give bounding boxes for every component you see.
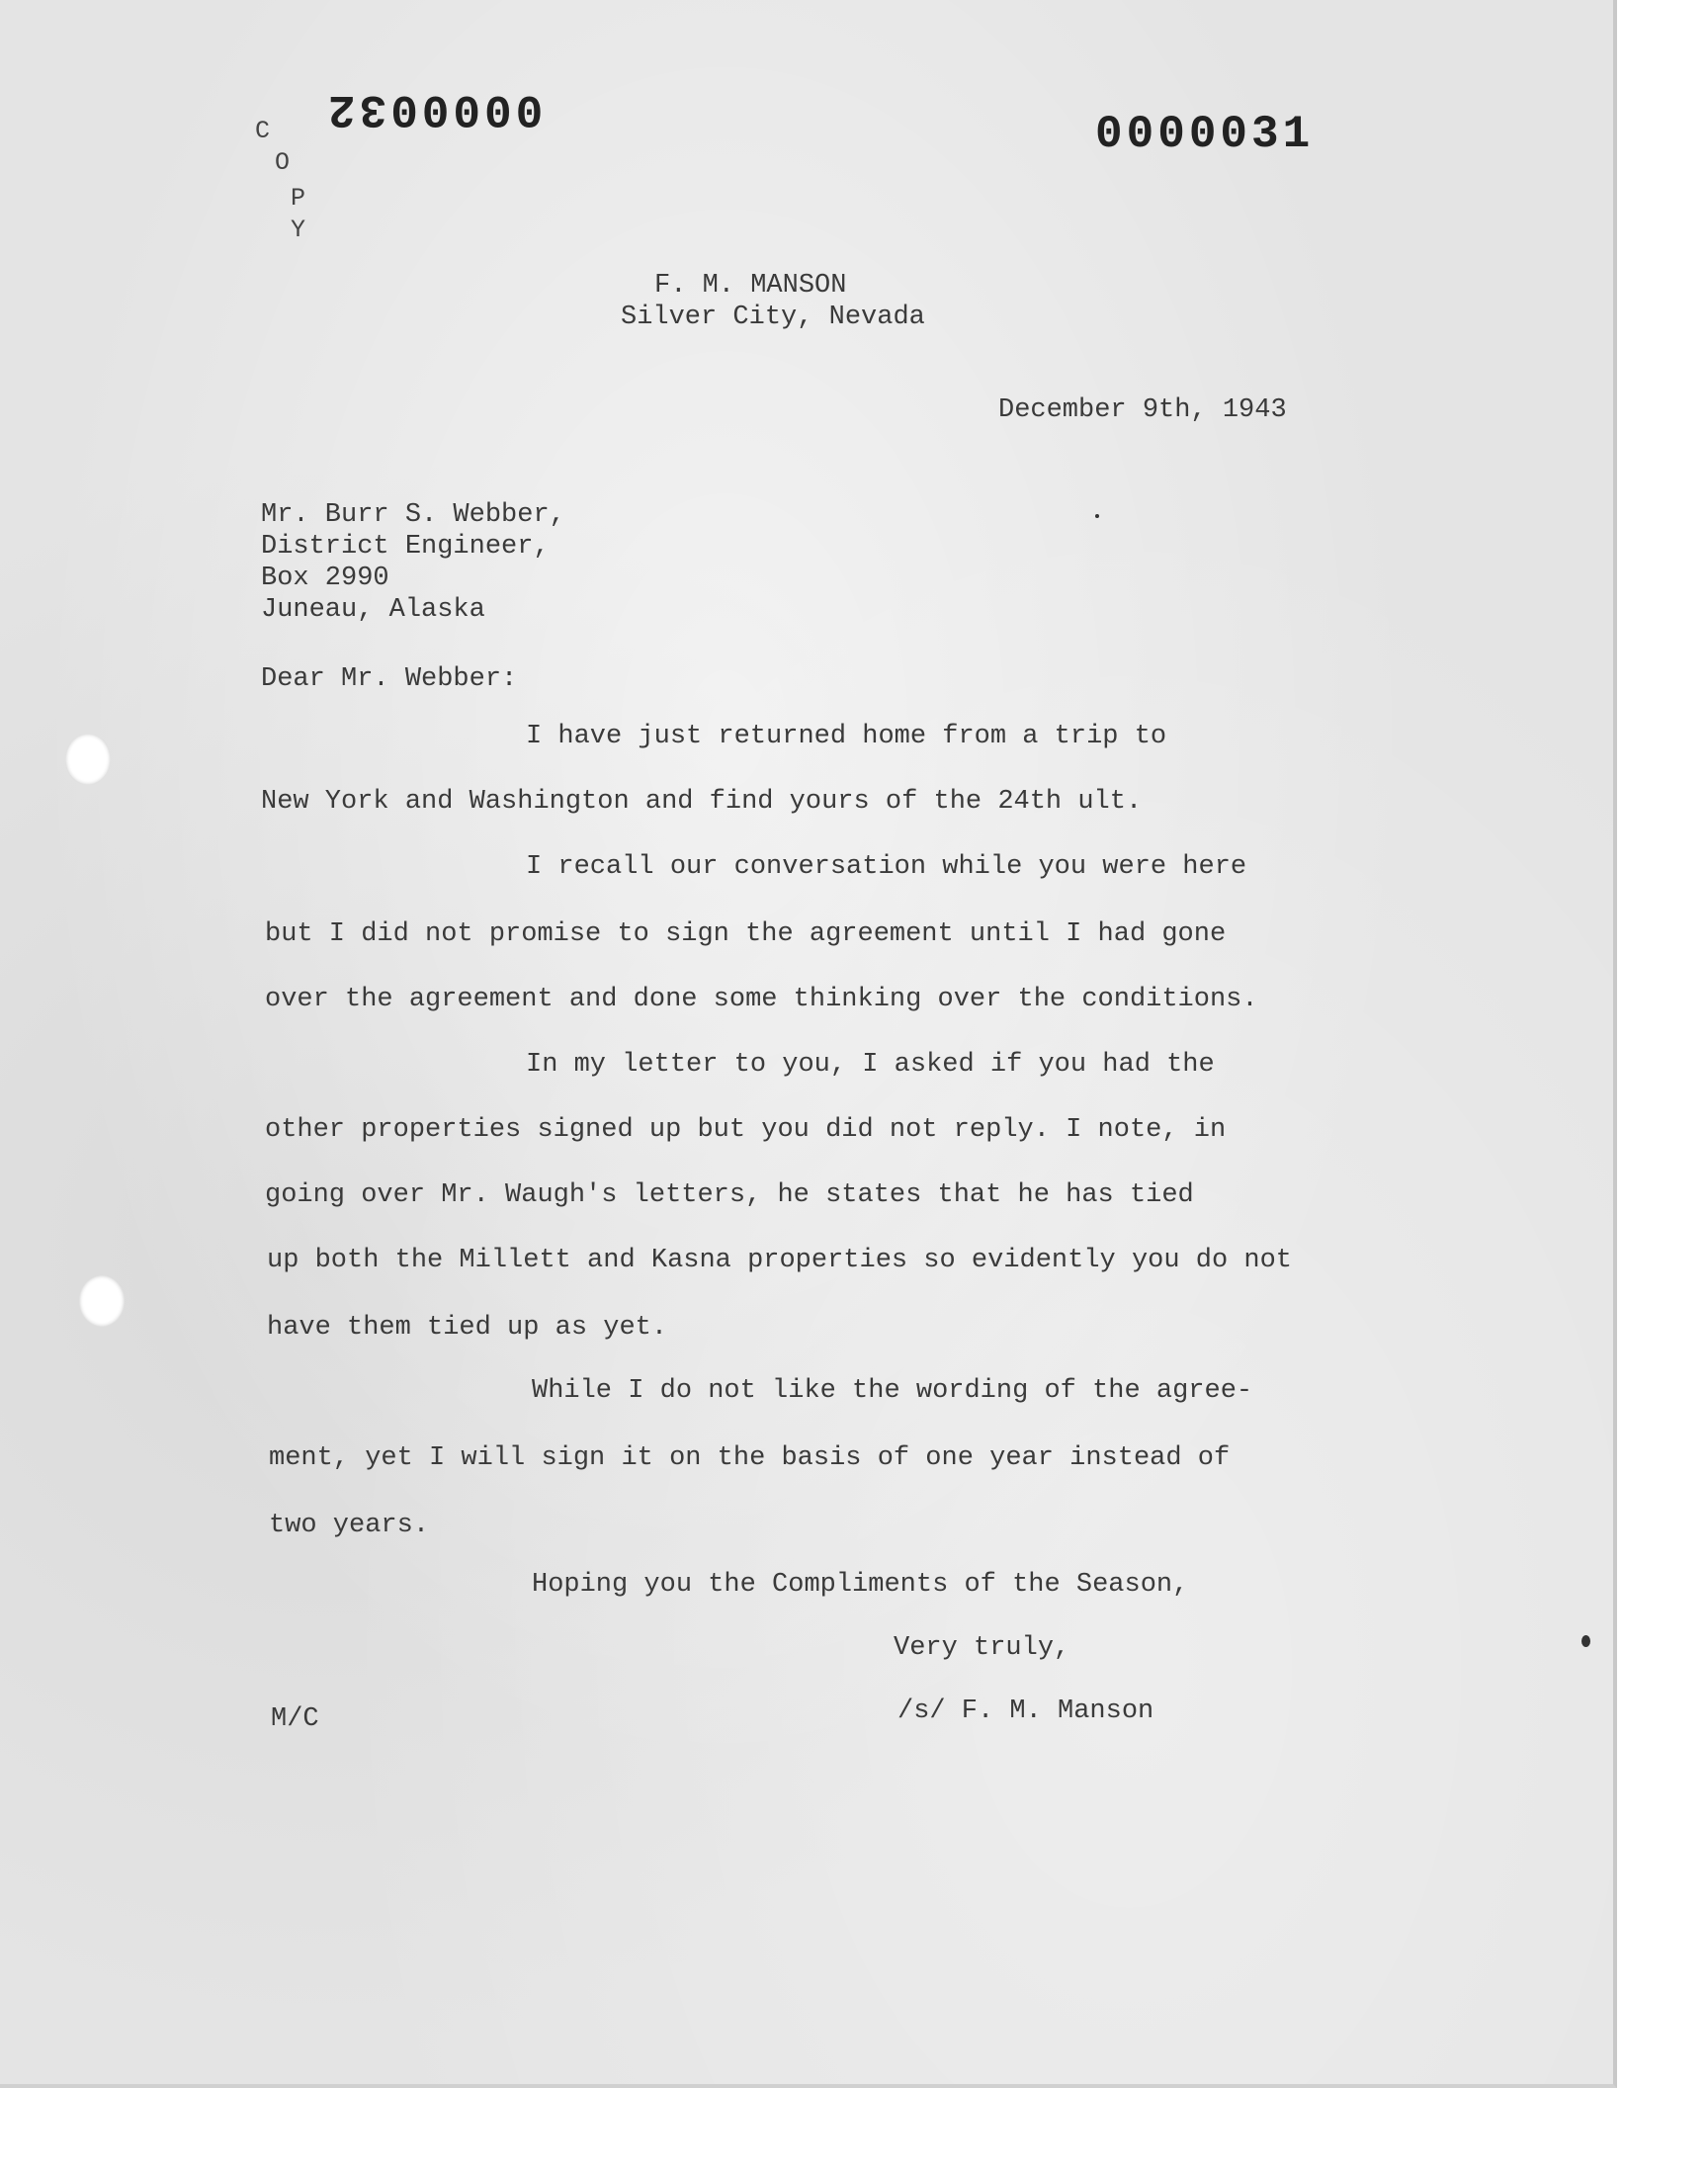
body-line: other properties signed up but you did not reply. I note, in bbox=[265, 1115, 1227, 1145]
copy-mark-y: Y bbox=[291, 216, 306, 244]
ink-speck bbox=[1095, 514, 1099, 518]
body-line: I have just returned home from a trip to bbox=[526, 722, 1167, 751]
recipient-name: Mr. Burr S. Webber, bbox=[261, 500, 565, 530]
salutation: Dear Mr. Webber: bbox=[261, 664, 518, 694]
recipient-title: District Engineer, bbox=[261, 532, 550, 562]
page-number-stamp: 0000031 bbox=[1095, 109, 1315, 160]
copy-mark-c: C bbox=[255, 117, 271, 145]
body-line: two years. bbox=[269, 1511, 430, 1540]
body-line: Hoping you the Compliments of the Season, bbox=[532, 1570, 1189, 1600]
letterhead-location: Silver City, Nevada bbox=[621, 303, 925, 332]
body-line: ment, yet I will sign it on the basis of one year instead of bbox=[269, 1443, 1231, 1473]
body-line: but I did not promise to sign the agreement until I had gone bbox=[265, 919, 1227, 949]
body-line: over the agreement and done some thinking over the conditions. bbox=[265, 985, 1258, 1014]
body-line: While I do not like the wording of the agree- bbox=[532, 1376, 1253, 1406]
letterhead-name: F. M. MANSON bbox=[654, 271, 847, 301]
body-line: going over Mr. Waugh's letters, he states that he has tied bbox=[265, 1180, 1194, 1210]
ink-speck bbox=[1581, 1635, 1590, 1647]
recipient-city: Juneau, Alaska bbox=[261, 595, 485, 625]
typist-initials: M/C bbox=[271, 1704, 319, 1734]
copy-mark-p: P bbox=[291, 184, 306, 213]
body-line: New York and Washington and find yours of the 24th ult. bbox=[261, 787, 1143, 817]
punch-hole-lower bbox=[79, 1275, 125, 1327]
body-line: I recall our conversation while you were here bbox=[526, 852, 1247, 882]
copy-mark-o: O bbox=[275, 148, 291, 177]
punch-hole-upper bbox=[65, 734, 111, 785]
body-line: In my letter to you, I asked if you had the bbox=[526, 1050, 1215, 1080]
body-line: have them tied up as yet. bbox=[267, 1313, 668, 1343]
recipient-box: Box 2990 bbox=[261, 564, 389, 593]
body-line: up both the Millett and Kasna properties so evidently you do not bbox=[267, 1246, 1292, 1275]
signature: /s/ F. M. Manson bbox=[897, 1696, 1154, 1726]
letter-date: December 9th, 1943 bbox=[998, 395, 1287, 425]
mirrored-page-number-stamp: 0000032 bbox=[324, 83, 544, 134]
valediction: Very truly, bbox=[894, 1633, 1070, 1663]
